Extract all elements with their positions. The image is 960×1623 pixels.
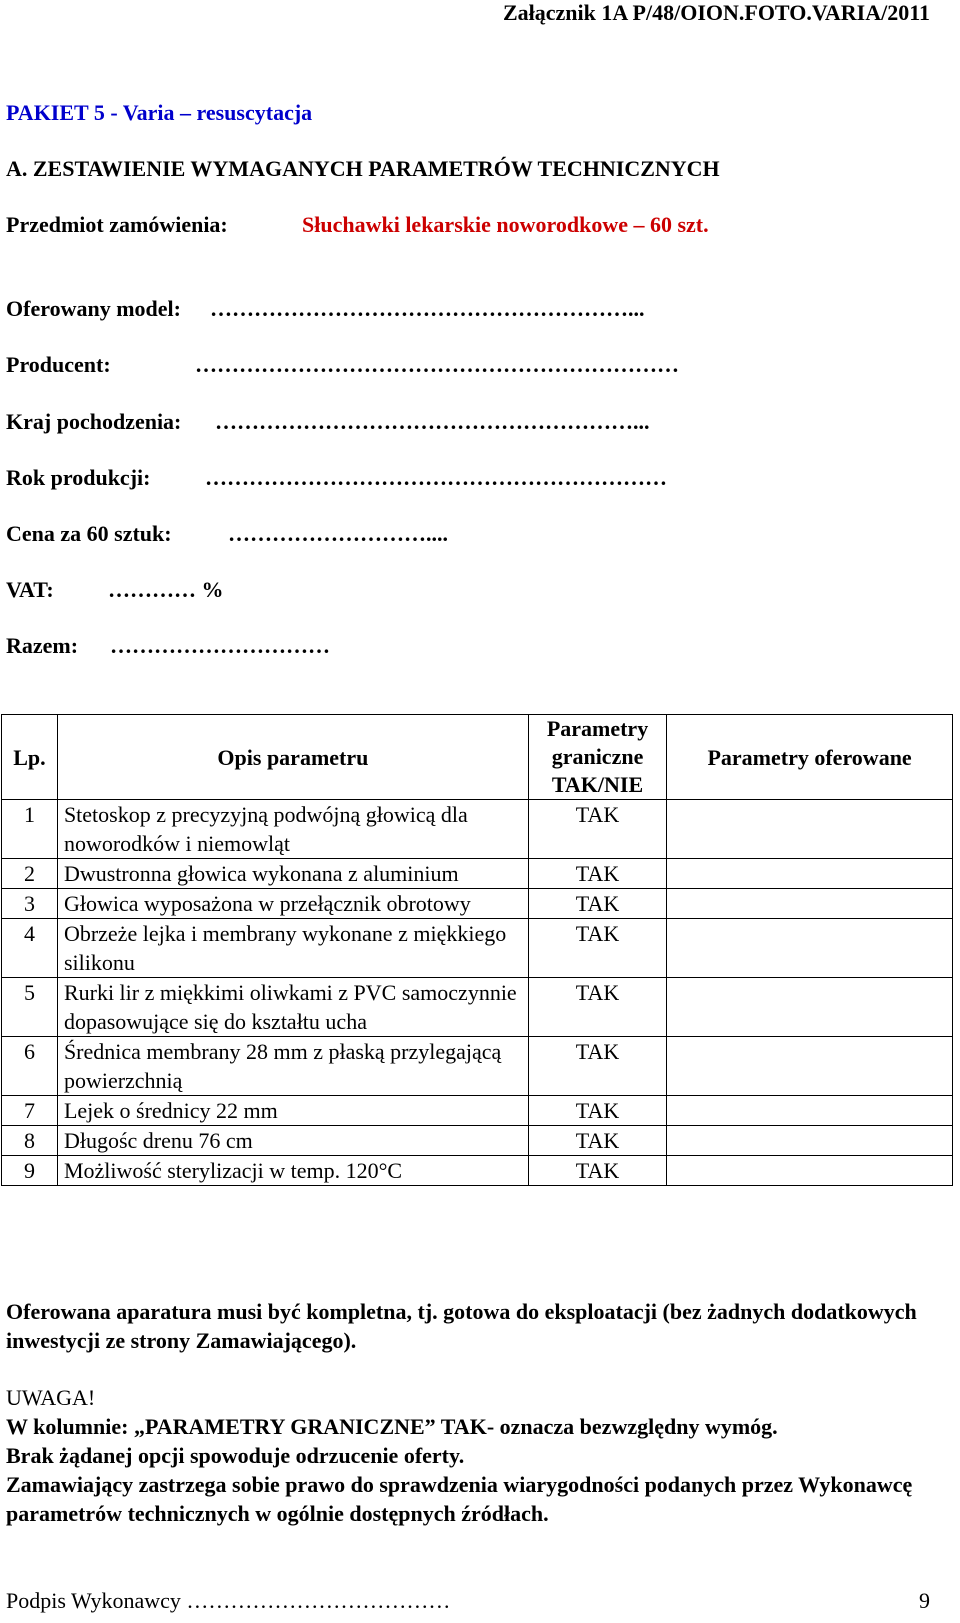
country-field[interactable]: …………………………………………………... <box>215 409 650 434</box>
row-description: Dwustronna głowica wykonana z aluminium <box>57 859 528 889</box>
row-limit: TAK <box>528 1037 666 1096</box>
header-limit-line2: graniczne <box>551 744 644 769</box>
row-limit: TAK <box>528 1156 666 1186</box>
row-description: Średnica membrany 28 mm z płaską przylegającą powierzchnią <box>57 1037 528 1096</box>
row-offered-cell[interactable] <box>667 889 953 919</box>
row-description: Możliwość sterylizacji w temp. 120°C <box>57 1156 528 1186</box>
row-description: Długośc drenu 76 cm <box>57 1126 528 1156</box>
country-label: Kraj pochodzenia: <box>6 409 182 434</box>
row-description: Stetoskop z precyzyjną podwójną głowicą dla noworodków i niemowląt <box>57 800 528 859</box>
parameters-table <box>1 714 953 1186</box>
row-offered-cell[interactable] <box>667 859 953 889</box>
table-row <box>2 919 953 978</box>
row-lp: 8 <box>2 1126 58 1156</box>
row-description: Lejek o średnicy 22 mm <box>57 1096 528 1126</box>
header-limit-params <box>528 715 666 800</box>
row-lp: 9 <box>2 1156 58 1186</box>
header-offered-params: Parametry oferowane <box>667 715 953 800</box>
total-field[interactable]: ………………………… <box>110 633 330 658</box>
row-lp: 2 <box>2 859 58 889</box>
table-row <box>2 800 953 859</box>
table-row <box>2 978 953 1037</box>
producer-label: Producent: <box>6 352 111 377</box>
row-offered-cell[interactable] <box>667 1037 953 1096</box>
model-field[interactable]: …………………………………………………... <box>210 296 645 321</box>
table-header-row <box>2 715 953 800</box>
table-row <box>2 1037 953 1096</box>
row-limit: TAK <box>528 889 666 919</box>
row-description: Rurki lir z miękkimi oliwkami z PVC samoczynnie dopasowujące się do kształtu ucha <box>57 978 528 1037</box>
price-label: Cena za 60 sztuk: <box>6 521 172 546</box>
price-field[interactable]: ……………………….... <box>228 521 448 546</box>
row-lp: 5 <box>2 978 58 1037</box>
header-limit-line3: TAK/NIE <box>551 772 644 797</box>
row-lp: 7 <box>2 1096 58 1126</box>
row-offered-cell[interactable] <box>667 800 953 859</box>
table-row <box>2 1156 953 1186</box>
warning-line-1: W kolumnie: „PARAMETRY GRANICZNE” TAK- oznacza bezwzględny wymóg. <box>6 1414 778 1439</box>
page-number: 9 <box>919 1588 930 1613</box>
header-lp: Lp. <box>2 715 58 800</box>
row-offered-cell[interactable] <box>667 919 953 978</box>
row-limit: TAK <box>528 1126 666 1156</box>
row-limit: TAK <box>528 919 666 978</box>
warning-line-2: Brak żądanej opcji spowoduje odrzucenie oferty. <box>6 1443 465 1468</box>
total-label: Razem: <box>6 633 79 658</box>
row-description: Obrzeże lejka i membrany wykonane z miękkiego silikonu <box>57 919 528 978</box>
row-offered-cell[interactable] <box>667 1126 953 1156</box>
vat-field[interactable]: ………… % <box>108 577 224 602</box>
row-lp: 6 <box>2 1037 58 1096</box>
row-offered-cell[interactable] <box>667 978 953 1037</box>
subject-value: Słuchawki lekarskie noworodkowe – 60 szt. <box>302 212 709 237</box>
row-offered-cell[interactable] <box>667 1096 953 1126</box>
row-limit: TAK <box>528 1096 666 1126</box>
row-lp: 4 <box>2 919 58 978</box>
year-field[interactable]: ……………………………………………………… <box>205 465 667 490</box>
year-label: Rok produkcji: <box>6 465 151 490</box>
vat-label: VAT: <box>6 577 54 602</box>
row-offered-cell[interactable] <box>667 1156 953 1186</box>
row-lp: 1 <box>2 800 58 859</box>
header-limit-line1: Parametry <box>546 716 649 741</box>
header-description: Opis parametru <box>57 715 528 800</box>
warning-title: UWAGA! <box>6 1385 96 1410</box>
row-lp: 3 <box>2 889 58 919</box>
table-row <box>2 889 953 919</box>
package-title: PAKIET 5 - Varia – resuscytacja <box>6 100 313 125</box>
table-row <box>2 859 953 889</box>
section-title: A. ZESTAWIENIE WYMAGANYCH PARAMETRÓW TECHNICZNYCH <box>6 156 720 181</box>
completeness-note: Oferowana aparatura musi być kompletna, tj. gotowa do eksploatacji (bez żadnych dodatkowych inwestycji ze strony Zamawiającego). <box>6 1299 917 1353</box>
attachment-header: Załącznik 1A P/48/OION.FOTO.VARIA/2011 <box>502 0 930 25</box>
row-limit: TAK <box>528 859 666 889</box>
table-row <box>2 1096 953 1126</box>
warning-line-3: Zamawiający zastrzega sobie prawo do sprawdzenia wiarygodności podanych przez Wykonawcę parametrów technicznych w ogólnie dostępnych źródłach. <box>6 1472 913 1526</box>
producer-field[interactable]: ………………………………………………………… <box>195 352 679 377</box>
subject-label: Przedmiot zamówienia: <box>6 212 228 237</box>
model-label: Oferowany model: <box>6 296 181 321</box>
row-limit: TAK <box>528 978 666 1037</box>
row-description: Głowica wyposażona w przełącznik obrotowy <box>57 889 528 919</box>
table-row <box>2 1126 953 1156</box>
signature-line[interactable]: Podpis Wykonawcy ……………………………… <box>6 1588 451 1613</box>
row-limit: TAK <box>528 800 666 859</box>
